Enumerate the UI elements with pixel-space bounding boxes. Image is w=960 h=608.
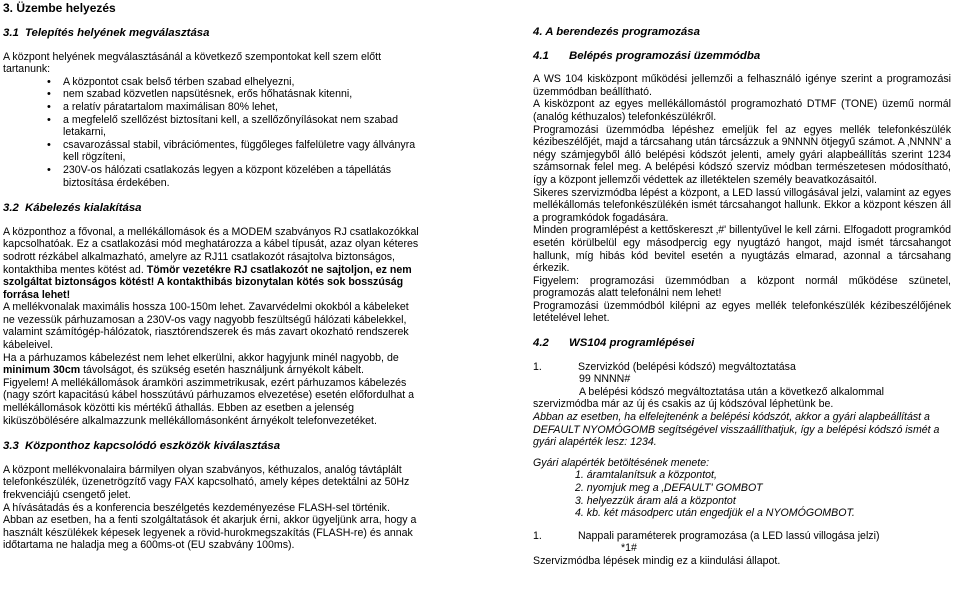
right-column bbox=[533, 26, 951, 568]
factory-reset-steps bbox=[533, 469, 951, 519]
list-item: • a relatív páratartalom maximálisan 80% lehet, bbox=[3, 101, 421, 114]
step-code: 99 NNNN# bbox=[579, 373, 631, 386]
paragraph: A központ mellékvonalaira bármilyen olyan szabványos, kéthuzalos, analóg távtáplált telefonkészülék, üzenetrögzítő vagy FAX kapcsolható, amely képes detektálni az 50Hz frekvenciájú csengető jelet. bbox=[3, 463, 410, 501]
closing-line: Szervizmódba lépések mindig ez a kiindulási állapot. bbox=[533, 554, 781, 567]
step-code: *1# bbox=[621, 542, 637, 555]
section-3-3-title bbox=[3, 440, 421, 453]
step-text: Nappali paraméterek programozása (a LED lassú villogása jelzi) bbox=[578, 529, 880, 542]
step-text: Szervizkód (belépési kódszó) megváltoztatása bbox=[578, 360, 796, 373]
section-4-2-title bbox=[533, 337, 951, 350]
list-item: • csavarozással stabil, vibrációmentes, függőleges falfelületre vagy állványra kell rögzíteni, bbox=[3, 139, 421, 164]
section-number: 3.1 bbox=[3, 27, 19, 39]
paragraph: A WS 104 kisközpont működési jellemzői a felhasználó igénye szerint a programozási üzemmódban beállítható. bbox=[533, 73, 951, 98]
step-note: Abban az esetben, ha elfelejtenénk a belépési kódszót, akkor a gyári alapbeállítást a DEFAULT NYOMÓGOMB segítségével visszaállíthatjuk, így a belépési kódszó ismét a gyári alapérték lesz: 1234. bbox=[533, 411, 940, 449]
section-4-1-body bbox=[533, 73, 951, 325]
paragraph: Minden programlépést a kettőskereszt ‚#' billentyűvel le kell zárni. Elfogadott programkód esetén körülbelül egy másodpercig egy nyugtázó hangot, majd ismét tárcsahangot hallunk, míg hibás kód bevitel esetén a nyugtázás elmarad, azonnal a tárcsahang érkezik. bbox=[533, 224, 951, 275]
section-3-2-title bbox=[3, 202, 421, 215]
paragraph bbox=[3, 352, 421, 377]
paragraph-text: Ez a csatlakozási mód meghatározza a kábel típusát, azaz olyan kéteres sodrott rézkábel alkalmazható, amelyre az RJ11 csatlakozót rásajtolva biztonságos, kontakthiba mentes kötést bbox=[3, 238, 419, 276]
emphasis-text: minimum 30cm bbox=[3, 364, 81, 377]
section-4-1-title bbox=[533, 50, 951, 63]
section-3-2-paragraph bbox=[3, 226, 421, 302]
section-number: 4.2 bbox=[533, 337, 549, 350]
list-item: • A központot csak belső térben szabad elhelyezni, bbox=[3, 76, 421, 89]
section-number: 4.1 bbox=[533, 49, 549, 62]
section-title: Kábelezés kialakítása bbox=[25, 202, 142, 215]
warning-text: Tömör vezetékre RJ csatlakozót ne sajtoljon, ez nem szolgáltat biztonságos kötést! A kontakthibás bizonytalan kötés sok bosszúság forrása lehet! bbox=[3, 263, 412, 301]
section-title: Belépés programozási üzemmódba bbox=[569, 49, 761, 62]
paragraph-text: távolságot, és szükség esetén használjunk árnyékolt kábelt. bbox=[83, 364, 364, 377]
list-item: 3. helyezzük áram alá a központot bbox=[575, 494, 736, 507]
paragraph-text: ad. bbox=[129, 263, 144, 276]
list-item: 4. kb. két másodperc után engedjük el a NYOMÓGOMBOT. bbox=[575, 507, 855, 520]
paragraph: A kisközpont az egyes mellékállomástól programozható DTMF (TONE) üzemű normál (analóg kéthuzalos) telefonkészülékről. bbox=[533, 98, 951, 123]
factory-reset-title: Gyári alapérték betöltésének menete: bbox=[533, 456, 710, 469]
left-column bbox=[3, 0, 421, 552]
section-title: Telepítés helyének megválasztása bbox=[25, 27, 210, 39]
list-item: • a megfelelő szellőzést biztosítani kell, a szellőzőnyílásokat nem szabad letakarni, bbox=[3, 114, 421, 139]
list-item: 2. nyomjuk meg a ‚DEFAULT' GOMBOT bbox=[575, 482, 763, 494]
paragraph: Sikeres szervizmódba lépést a központ, a LED lassú villogásával jelzi, valamint az egyes mellékállomás telefonkészülékén ismét tárcsahangot hallunk. Ekkor a központ készen áll a programkódok fogadására. bbox=[533, 186, 951, 224]
step-description: A belépési kódszó megváltoztatása után a következő alkalommal szervizmódba már az új és csakis az új kódszóval léphetünk be. bbox=[533, 385, 885, 411]
step-number: 1. bbox=[533, 360, 542, 373]
section-number: 3.3 bbox=[3, 440, 19, 453]
page-heading: 3. Üzembe helyezés bbox=[3, 1, 116, 15]
paragraph: Figyelem! A mellékállomások áramköri aszimmetrikusak, ezért párhuzamos kábelezés (nagy szórt kapacitású kábel hosszútávú párhuzamos elvezetése) esetén előfordulhat a mellékállomások közötti kis mértékű áthallás. Ebben az esetben a jelenség kiküszöbölésére alkalmazzunk mellékállomásonként árnyékolt telefonvezetéket. bbox=[3, 376, 415, 427]
paragraph: Programozási üzemmódba lépéshez emeljük fel az egyes mellék telefonkészülék kézibeszélőjét, majd a tárcsahang után tárcsázzuk a 9NNNN ötjegyű számot. A ‚NNNN' a négy számjegyből álló belépési kódszót jelenti, amely gyári alapbeállítás szerint 1234 számsornak felel meg. A belépési kódszó szerviz módban természetesen módosítható, így a központ jellemzői védettek az illetéktelen személy beavatkozásaitól. bbox=[533, 123, 951, 186]
paragraph: A hívásátadás és a konferencia beszélgetés kezdeményezése FLASH-sel történik. Abban az esetben, ha a fenti szolgáltatások ét akarjuk érni, akkor ügyeljünk arra, hogy a használt készülékek képesek legyenek a rövid-hurokmegszakítás (FLASH-re) és annak időtartama ne haladja meg a 600ms-ot (EU szabvány 100ms). bbox=[3, 501, 417, 552]
section-number: 3.2 bbox=[3, 202, 19, 215]
step-item bbox=[533, 361, 951, 374]
section-3-1-title bbox=[3, 27, 421, 40]
paragraph: Programozási üzemmódból kilépni az egyes mellék telefonkészülék kézibeszélőjének letételével lehet. bbox=[533, 299, 951, 325]
step-item bbox=[533, 530, 951, 543]
paragraph: Figyelem: programozási üzemmódban a központ normál működése szünetel, programozás alatt telefonálni nem lehet! bbox=[533, 274, 951, 300]
section-title: Központhoz kapcsolódó eszközök kiválasztása bbox=[25, 440, 281, 453]
paragraph: A mellékvonalak maximális hossza 100-150m lehet. Zavarvédelmi okokból a kábeleket ne vezessük párhuzamosan a 230V-os vagy nagyobb feszültségű hálózati kábelekkel, valamint számítógép-hálózatok, riasztórendszerek és más zavart okozható rendszerek kábeleivel. bbox=[3, 301, 409, 352]
list-item: • nem szabad közvetlen napsütésnek, erős hőhatásnak kitenni, bbox=[3, 88, 421, 101]
section-4-title: 4. A berendezés programozása bbox=[533, 26, 700, 38]
list-item: 1. áramtalanítsuk a központot, bbox=[575, 469, 717, 482]
requirements-list bbox=[3, 76, 421, 189]
list-item: • 230V-os hálózati csatlakozás legyen a központ közelében a tápellátás biztosítása érdekében. bbox=[3, 164, 421, 189]
section-title: WS104 programlépései bbox=[569, 337, 695, 350]
paragraph-text: Ha a párhuzamos kábelezést nem lehet elkerülni, akkor hagyjunk minél nagyobb, de bbox=[3, 351, 399, 364]
paragraph-text: A központhoz a fővonal, a mellékállomások és a MODEM szabványos RJ csatlakozókkal kapcsolhatóak. bbox=[3, 225, 419, 251]
step-number: 1. bbox=[533, 529, 542, 542]
section-3-1-intro: A központ helyének megválasztásánál a következő szempontokat kell szem előtt tartanunk: bbox=[3, 50, 382, 76]
